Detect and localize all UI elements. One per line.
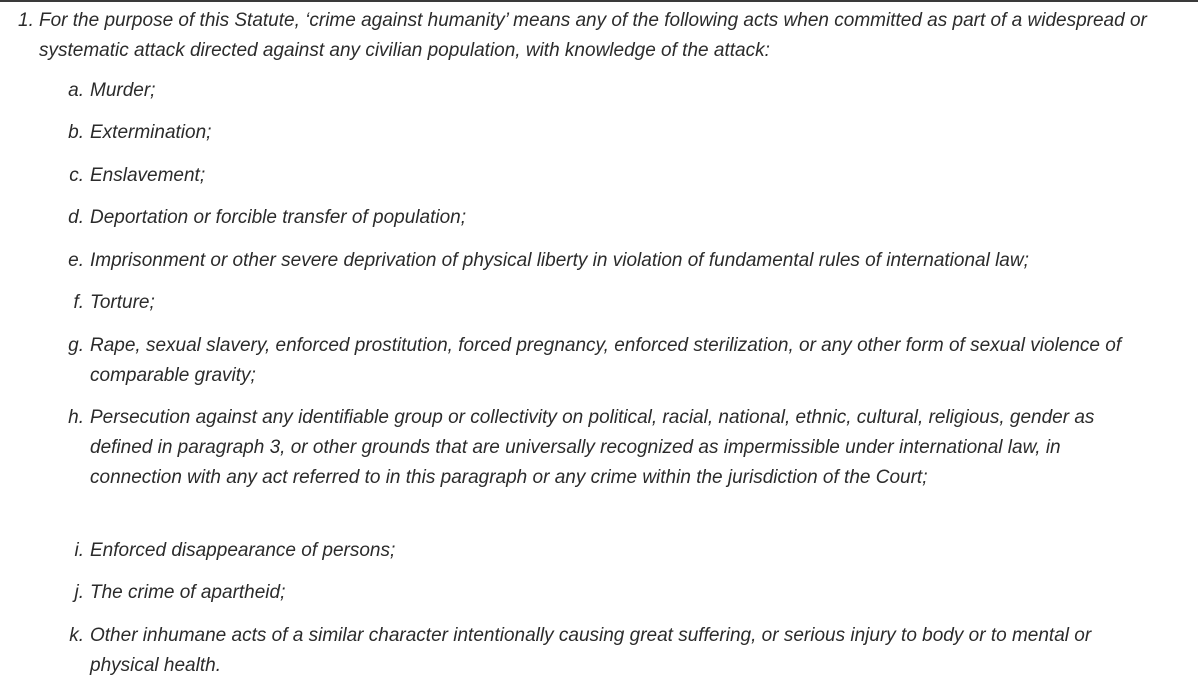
list-item-marker: e. xyxy=(68,250,84,271)
list-item-text: The crime of apartheid; xyxy=(90,582,286,603)
list-item-marker: h. xyxy=(68,407,84,428)
list-item-marker: d. xyxy=(68,207,84,228)
paragraph-number: 1. xyxy=(18,10,34,31)
list-item-text: Murder; xyxy=(90,80,156,101)
list-item-text: Deportation or forcible transfer of population; xyxy=(90,207,466,228)
list-item-text: Torture; xyxy=(90,292,155,313)
paragraph-1 xyxy=(18,6,1159,66)
list-item-marker: c. xyxy=(69,165,84,186)
list-item xyxy=(69,621,1130,681)
paragraph-text: For the purpose of this Statute, ‘crime against humanity’ means any of the following acts when committed as part of a widespread or systematic attack directed against any civilian population, with knowledge of the attack: xyxy=(39,10,1147,61)
list-item-text: Extermination; xyxy=(90,122,212,143)
list-item xyxy=(68,118,1130,148)
list-item-marker: f. xyxy=(73,292,84,313)
list-item-marker: i. xyxy=(74,540,84,561)
list-item xyxy=(74,578,1130,608)
list-item-text: Persecution against any identifiable group or collectivity on political, racial, national, ethnic, cultural, religious, gender as defined in paragraph 3, or other grounds that are universally recognized as impermissible under international law, in connection with any act referred to in this paragraph or any crime within the jurisdiction of the Court; xyxy=(90,407,1095,488)
list-item-marker: g. xyxy=(68,335,84,356)
list-item-marker: b. xyxy=(68,122,84,143)
list-item xyxy=(74,536,1130,566)
list-item-marker: k. xyxy=(69,625,84,646)
list-item-text: Enslavement; xyxy=(90,165,206,186)
top-divider xyxy=(0,0,1198,2)
list-item xyxy=(68,76,1130,106)
list-item xyxy=(69,161,1130,191)
list-item xyxy=(68,403,1130,493)
list-item xyxy=(68,203,1130,233)
list-item xyxy=(73,288,1130,318)
list-item xyxy=(68,246,1130,276)
list-item-text: Other inhumane acts of a similar character intentionally causing great suffering, or serious injury to body or to mental or physical health. xyxy=(90,625,1092,676)
list-item-text: Enforced disappearance of persons; xyxy=(90,540,396,561)
list-item-text: Imprisonment or other severe deprivation of physical liberty in violation of fundamental rules of international law; xyxy=(90,250,1029,271)
list-item-marker: j. xyxy=(74,582,84,603)
list-item-text: Rape, sexual slavery, enforced prostitution, forced pregnancy, enforced sterilization, or any other form of sexual violence of comparable gravity; xyxy=(90,335,1122,386)
list-item xyxy=(68,331,1130,391)
list-item-marker: a. xyxy=(68,80,84,101)
